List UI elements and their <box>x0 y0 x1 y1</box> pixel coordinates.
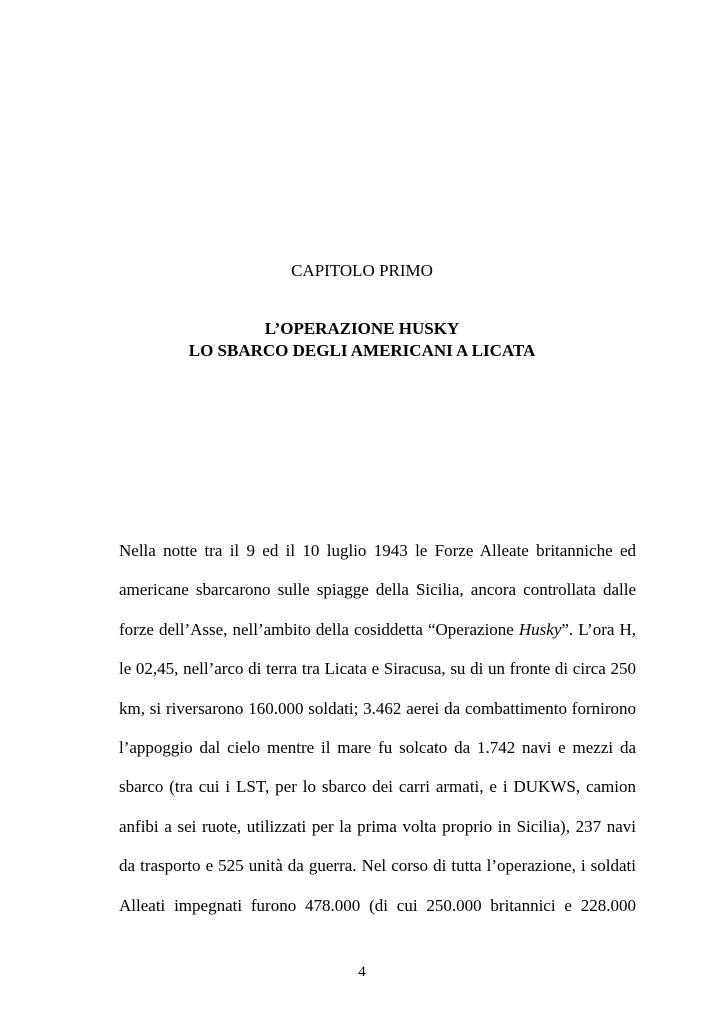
chapter-title <box>0 318 724 362</box>
body-text-segment: ”. L’ora H, <box>561 619 636 639</box>
body-line: le 02,45, nell’arco di terra tra Licata e Siracusa, su di un fronte di circa 250 <box>119 659 636 679</box>
chapter-title-line-1: L’OPERAZIONE HUSKY <box>264 319 460 338</box>
page-number: 4 <box>358 964 366 980</box>
body-line: Nella notte tra il 9 ed il 10 luglio 1943 le Forze Alleate britanniche ed <box>119 541 636 560</box>
body-line: anfibi a sei ruote, utilizzati per la prima volta proprio in Sicilia), 237 navi <box>119 816 636 836</box>
body-line <box>119 610 636 649</box>
operation-name-italic: Husky <box>518 619 562 639</box>
body-line: sbarco (tra cui i LST, per lo sbarco dei carri armati, e i DUKWS, camion <box>119 777 636 797</box>
body-line: l’appoggio dal cielo mentre il mare fu solcato da 1.742 navi e mezzi da <box>119 738 636 758</box>
body-paragraph <box>119 531 636 925</box>
body-text-segment: forze dell’Asse, nell’ambito della cosiddetta “Operazione <box>119 619 519 639</box>
body-line: americane sbarcarono sulle spiagge della Sicilia, ancora controllata dalle <box>119 580 636 600</box>
chapter-title-line-2: LO SBARCO DEGLI AMERICANI A LICATA <box>188 341 536 360</box>
body-line: da trasporto e 525 unità da guerra. Nel corso di tutta l’operazione, i soldati <box>119 856 636 876</box>
chapter-label: CAPITOLO PRIMO <box>291 261 433 280</box>
body-line: Alleati impegnati furono 478.000 (di cui 250.000 britannici e 228.000 <box>119 895 636 915</box>
body-line: km, si riversarono 160.000 soldati; 3.462 aerei da combattimento fornirono <box>119 698 636 718</box>
